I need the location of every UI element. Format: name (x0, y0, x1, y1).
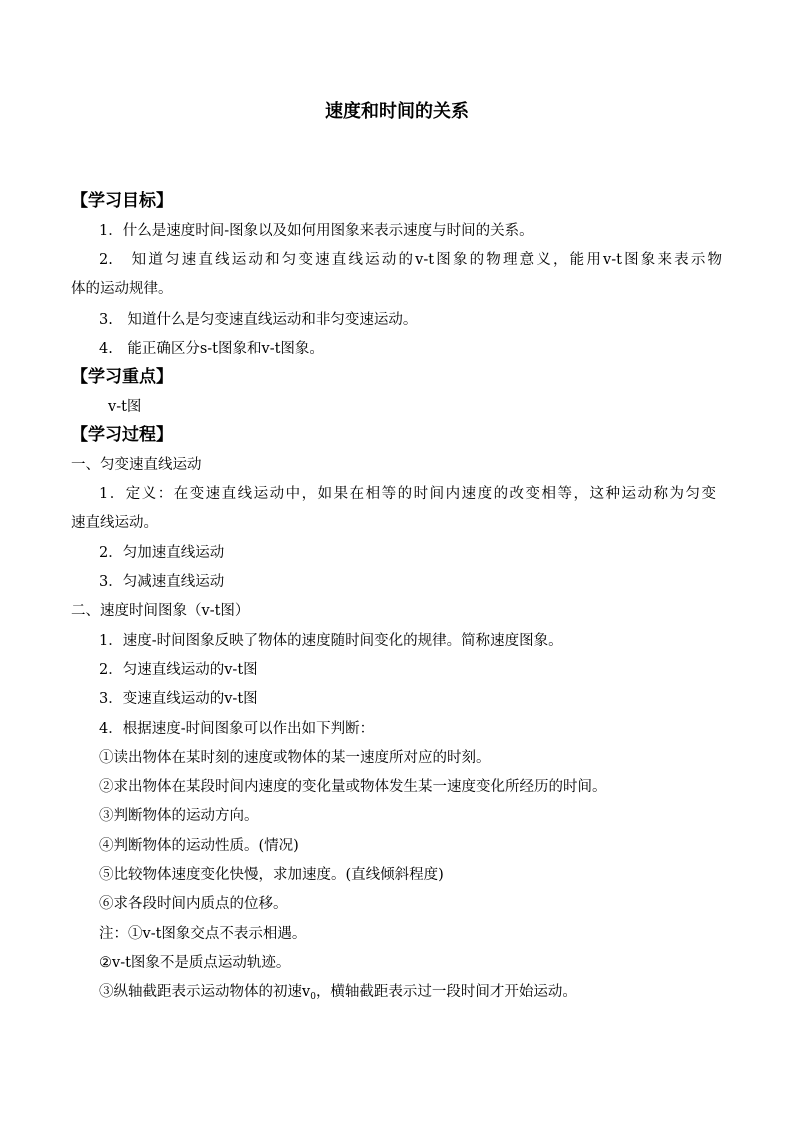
part-2-title: 二、速度时间图象（v-t图） (71, 603, 250, 619)
note-3-text-a: ③纵轴截距表示运动物体的初速v (99, 984, 311, 1000)
judgment-6: ⑥求各段时间内质点的位移。 (99, 896, 288, 912)
part-2-item-1: 1．速度-时间图象反映了物体的速度随时间变化的规律。简称速度图象。 (99, 633, 563, 649)
objective-item-2-line-2: 体的运动规律。 (71, 281, 173, 297)
part-1-title: 一、匀变速直线运动 (71, 457, 202, 473)
objective-item-1: 1．什么是速度时间-图象以及如何用图象来表示速度与时间的关系。 (99, 223, 534, 239)
judgment-2: ②求出物体在某段时间内速度的变化量或物体发生某一速度变化所经历的时间。 (99, 779, 607, 795)
part-1-item-2: 2．匀加速直线运动 (99, 545, 225, 561)
part-2-item-3: 3．变速直线运动的v-t图 (99, 691, 258, 707)
part-1-item-1-line-1: 1．定义：在变速直线运动中，如果在相等的时间内速度的改变相等，这种运动称为匀变 (99, 486, 716, 502)
judgment-1: ①读出物体在某时刻的速度或物体的某一速度所对应的时刻。 (99, 750, 491, 766)
note-3-text-b: ，横轴截距表示过一段时间才开始运动。 (315, 984, 577, 1000)
part-1-item-1-line-2: 速直线运动。 (71, 515, 158, 531)
document-title: 速度和时间的关系 (325, 101, 469, 122)
part-2-item-4: 4．根据速度-时间图象可以作出如下判断： (99, 721, 375, 737)
key-points-heading: 【学习重点】 (71, 367, 173, 387)
part-1-item-3: 3．匀减速直线运动 (99, 574, 225, 590)
note-2: ②v-t图象不是质点运动轨迹。 (99, 955, 291, 971)
judgment-5: ⑤比较物体速度变化快慢，求加速度。(直线倾斜程度) (99, 867, 444, 883)
process-heading: 【学习过程】 (71, 425, 173, 445)
judgment-4: ④判断物体的运动性质。(情况) (99, 838, 299, 854)
objective-item-4: 4. 能正确区分s-t图象和v-t图象。 (99, 341, 324, 357)
note-1: 注：①v-t图象交点不表示相遇。 (99, 926, 307, 942)
note-3-subscript: 0 (310, 992, 316, 1002)
objective-item-2-line-1: 2. 知道匀速直线运动和匀变速直线运动的v-t图象的物理意义，能用v-t图象来表示物 (99, 252, 722, 268)
objectives-heading: 【学习目标】 (71, 191, 173, 211)
objective-item-3: 3. 知道什么是匀变速直线运动和非匀变速运动。 (99, 312, 418, 328)
note-3 (99, 982, 577, 1002)
part-2-item-2: 2．匀速直线运动的v-t图 (99, 662, 258, 678)
judgment-3: ③判断物体的运动方向。 (99, 808, 259, 824)
key-points-content: v-t图 (108, 399, 142, 415)
